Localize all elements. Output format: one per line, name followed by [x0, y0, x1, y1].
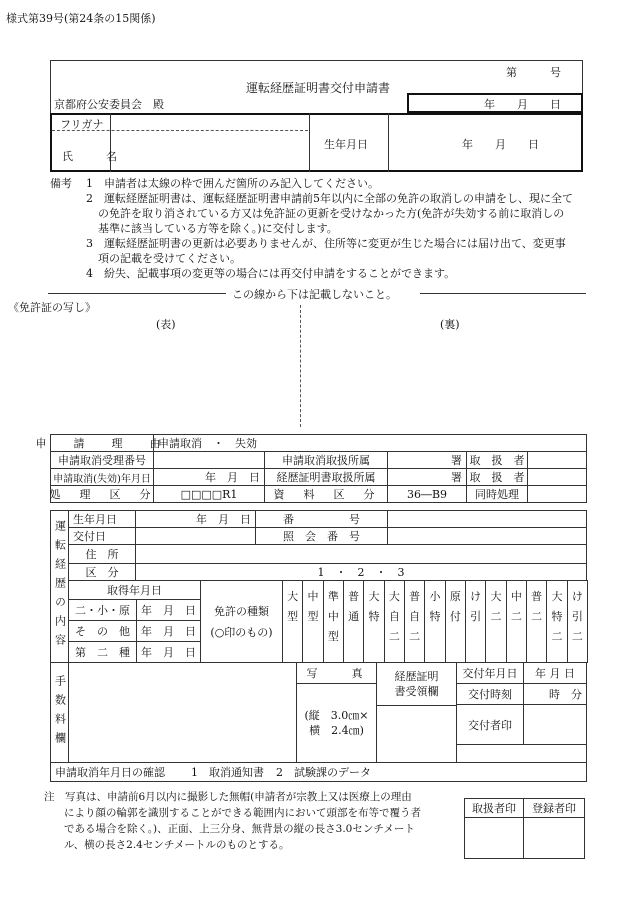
license-type-col — [506, 580, 527, 663]
cat3-date: 年 月 日 — [136, 641, 201, 663]
history-side-label: 運転経歴の内容 — [50, 510, 69, 663]
note-2a: 2 運転経歴証明書は、運転経歴証明書申請前5年以内に全部の免許の取消しの申請をし、現に全て — [86, 192, 573, 205]
license-type-char: 普 — [531, 590, 543, 603]
footnote-b: により顔の輪郭を識別することができる範囲内において頭部を布等で覆う者 — [64, 807, 421, 819]
license-type-char: 大 — [388, 590, 400, 603]
dept-1: 署 — [387, 451, 467, 469]
confirm-option-1: 1 取消通知書 — [191, 766, 264, 779]
license-copy-title: 《免許証の写し》 — [8, 301, 96, 314]
license-type-char: 二 — [551, 630, 563, 643]
receipt-no-label: 申請取消受理番号 — [50, 451, 154, 469]
handler-seal-label: 取扱者印 — [464, 798, 524, 818]
copy-separator — [300, 305, 301, 427]
license-type-char: 原 — [449, 590, 461, 603]
name-label: 氏 名 — [62, 150, 117, 163]
divider-right — [420, 293, 586, 294]
issuer-seal-bottom — [456, 744, 587, 763]
name-field[interactable] — [112, 132, 308, 170]
number-label: 第 号 — [506, 66, 561, 79]
license-type-col — [485, 580, 506, 663]
birthdate-value[interactable]: 年 月 日 — [462, 138, 539, 151]
history-address-label: 住 所 — [68, 544, 136, 564]
history-inquiry-field — [387, 527, 587, 545]
license-type-char: 特 — [368, 610, 380, 623]
photo-label: 写 真 — [296, 662, 377, 684]
history-issue-field — [135, 527, 256, 545]
history-birth-label: 生年月日 — [68, 510, 136, 528]
license-type-char: 二 — [510, 610, 522, 623]
doc-label: 資 料 区 分 — [264, 485, 388, 503]
revoke-date-value: 年 月 日 — [153, 468, 265, 486]
confirm-row — [50, 762, 587, 782]
license-type-col — [404, 580, 425, 663]
confirm-option-2: 2 試験課のデータ — [276, 766, 371, 779]
license-type-char: 二 — [490, 610, 502, 623]
license-type-char: け — [571, 590, 583, 603]
license-type-char: 二 — [409, 630, 421, 643]
footnote-a: 注 写真は、申請前6月以内に撮影した無帽(申請者が宗教上又は医療上の理由 — [44, 791, 412, 803]
issue-time-label: 交付時刻 — [456, 683, 524, 705]
license-type-char: 普 — [409, 590, 421, 603]
license-type-char: 自 — [388, 610, 400, 623]
license-type-char: 引 — [571, 610, 583, 623]
application-date: 年 月 日 — [484, 98, 561, 111]
furigana-field[interactable] — [112, 116, 308, 130]
license-type-char: 大 — [287, 590, 299, 603]
handler-seal-field — [464, 817, 524, 859]
license-type-col — [343, 580, 364, 663]
divider-text: この線から下は記載しないこと。 — [232, 288, 397, 301]
cat2-label: そ の 他 — [68, 620, 137, 642]
license-type-col — [323, 580, 344, 663]
history-kubun-label: 区 分 — [68, 563, 136, 581]
history-address-field — [135, 544, 587, 564]
license-back-label: (裏) — [440, 318, 460, 331]
category-label: 処 理 区 分 — [50, 485, 154, 503]
license-type-col — [384, 580, 405, 663]
license-type-char: 引 — [470, 610, 482, 623]
license-type-char: 自 — [409, 610, 421, 623]
license-type-char: 二 — [388, 630, 400, 643]
license-type-char: 大 — [368, 590, 380, 603]
reason-value: 申請取消 ・ 失効 — [153, 434, 587, 452]
license-type-char: 中 — [307, 590, 319, 603]
history-kubun-value: 1 ・ 2 ・ 3 — [135, 563, 587, 581]
notes-lead: 備考 — [50, 177, 72, 190]
history-birth-value: 年 月 日 — [135, 510, 256, 528]
cat3-label: 第 二 種 — [68, 641, 137, 663]
license-type-char: 二 — [571, 630, 583, 643]
note-2b: の免許を取り消されている方又は免許証の更新を受けなかった方(免許が失効する前に取消しの — [98, 207, 565, 220]
issue-date-label: 交付年月日 — [456, 662, 524, 684]
simul-field — [527, 485, 587, 503]
revoke-date-label: 申請取消(失効)年月日 — [50, 468, 154, 486]
category-value: □□□□R1 — [153, 485, 265, 503]
history-issue-label: 交付日 — [68, 527, 136, 545]
handler-field-2 — [527, 468, 587, 486]
license-type-char: 準 — [327, 590, 339, 603]
license-type-char: 中 — [327, 610, 339, 623]
photo-area: (縦 3.0㎝× 横 2.4㎝) — [296, 683, 377, 763]
acq-date-label: 取得年月日 — [68, 580, 201, 600]
form-number: 様式第39号(第24条の15関係) — [6, 12, 156, 25]
license-type-char: 中 — [510, 590, 522, 603]
cat1-label: 二・小・原 — [68, 599, 137, 621]
license-type-char: 型 — [307, 610, 319, 623]
cat2-date: 年 月 日 — [136, 620, 201, 642]
note-3b: 項の記載を受けてください。 — [98, 252, 241, 265]
history-inquiry-label: 照 会 番 号 — [255, 527, 388, 545]
issuer-seal-field — [523, 704, 587, 745]
form-title: 運転経歴証明書交付申請書 — [246, 81, 391, 95]
license-type-col — [363, 580, 384, 663]
note-2c: 基準に該当している方等を除く。)に交付します。 — [98, 222, 338, 235]
handler-label-1: 取 扱 者 — [466, 451, 528, 469]
handling-office-label: 申請取消取扱所属 — [264, 451, 388, 469]
license-front-label: (表) — [156, 318, 176, 331]
license-types-label: 免許の種類 (○印のもの) — [200, 580, 283, 663]
receipt-label: 経歴証明 書受領欄 — [376, 662, 457, 706]
license-type-char: 普 — [348, 590, 360, 603]
license-type-char: け — [470, 590, 482, 603]
issue-time-value: 時 分 — [523, 683, 587, 705]
issuer-seal-label: 交付者印 — [456, 704, 524, 745]
license-type-col — [567, 580, 588, 663]
license-type-char: 通 — [348, 610, 360, 623]
cert-office-label: 経歴証明書取扱所属 — [264, 468, 388, 486]
issue-date-value: 年 月 日 — [523, 662, 587, 684]
license-type-col — [546, 580, 567, 663]
license-type-char: 付 — [449, 610, 461, 623]
dept-2: 署 — [387, 468, 467, 486]
fee-area — [68, 662, 297, 763]
license-type-col — [282, 580, 303, 663]
doc-value: 36―B9 — [387, 485, 467, 503]
license-type-col — [465, 580, 486, 663]
register-seal-label: 登録者印 — [523, 798, 585, 818]
fee-side-label: 手数料欄 — [50, 662, 69, 763]
license-type-col — [526, 580, 547, 663]
history-bango-label: 番 号 — [255, 510, 388, 528]
license-type-char: 大 — [490, 590, 502, 603]
license-type-col — [302, 580, 323, 663]
history-bango-field — [387, 510, 587, 528]
note-1: 1 申請者は太線の枠で囲んだ箇所のみ記入してください。 — [86, 177, 379, 190]
license-type-char: 特 — [551, 610, 563, 623]
license-type-char: 型 — [327, 630, 339, 643]
license-type-char: 型 — [287, 610, 299, 623]
license-type-col — [424, 580, 445, 663]
license-type-char: 大 — [551, 590, 563, 603]
confirm-label: 申請取消年月日の確認 — [55, 766, 165, 779]
reason-label: 申 請 理 由 — [50, 434, 154, 452]
handler-label-2: 取 扱 者 — [466, 468, 528, 486]
license-type-col — [445, 580, 466, 663]
handler-field-1 — [527, 451, 587, 469]
addressee: 京都府公安委員会 殿 — [54, 98, 164, 111]
note-4: 4 紛失、記載事項の変更等の場合には再交付申請をすることができます。 — [86, 267, 456, 280]
furigana-label: フリガナ — [60, 118, 104, 131]
receipt-no-field — [153, 451, 265, 469]
license-type-char: 小 — [429, 590, 441, 603]
simul-label: 同時処理 — [466, 485, 528, 503]
license-type-char: 二 — [531, 610, 543, 623]
cat1-date: 年 月 日 — [136, 599, 201, 621]
register-seal-field — [523, 817, 585, 859]
license-type-char: 特 — [429, 610, 441, 623]
birthdate-label: 生年月日 — [324, 138, 368, 151]
note-3a: 3 運転経歴証明書の更新は必要ありませんが、住所等に変更が生じた場合には届け出て、変更事 — [86, 237, 566, 250]
footnote-c: である場合を除く。)、正面、上三分身、無背景の縦の長さ3.0センチメート — [64, 823, 415, 835]
divider-left — [48, 293, 226, 294]
receipt-field — [376, 705, 457, 763]
footnote-d: ル、横の長さ2.4センチメートルのものとする。 — [64, 839, 290, 851]
